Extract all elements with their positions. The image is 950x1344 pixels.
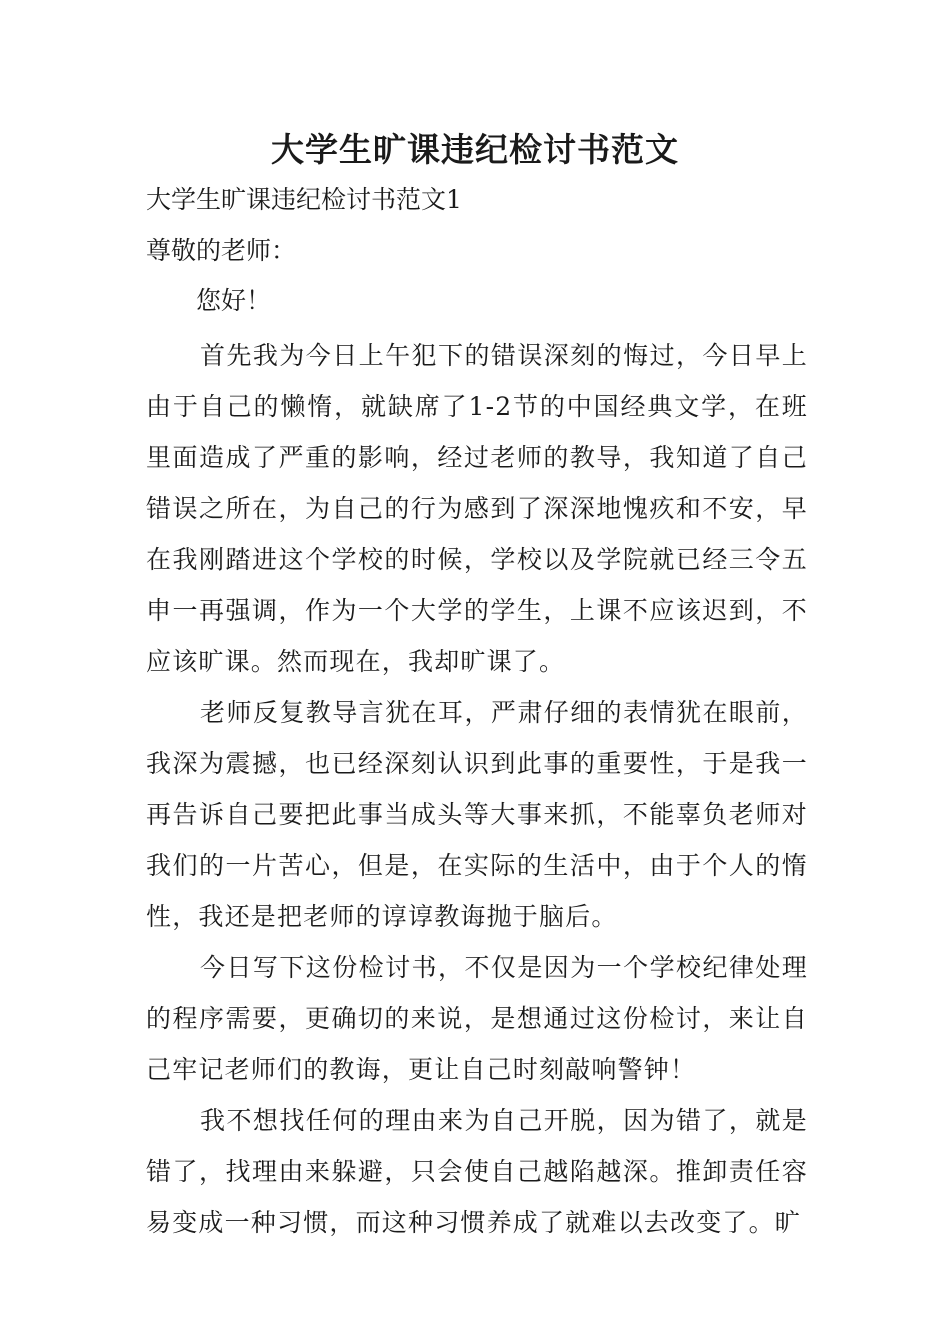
paragraph: 老师反复教导言犹在耳，严肃仔细的表情犹在眼前，我深为震撼，也已经深刻认识到此事的重要性，于是我一再告诉自己要把此事当成头等大事来抓，不能辜负老师对我们的一片苦心，但是，在实际的生活中，由于个人的惰性，我还是把老师的谆谆教诲抛于脑后。	[146, 698, 808, 931]
paragraph: 今日写下这份检讨书，不仅是因为一个学校纪律处理的程序需要，更确切的来说，是想通过这份检讨，来让自己牢记老师们的教诲，更让自己时刻敲响警钟！	[146, 953, 808, 1084]
greeting: 您好！	[196, 286, 272, 315]
paragraph: 首先我为今日上午犯下的错误深刻的悔过，今日早上由于自己的懒惰，就缺席了1-2节的中国经典文学，在班里面造成了严重的影响，经过老师的教导，我知道了自己错误之所在，为自己的行为感到了深深地愧疚和不安，早在我刚踏进这个学校的时候，学校以及学院就已经三令五申一再强调，作为一个大学的学生，上课不应该迟到，不应该旷课。然而现在，我却旷课了。	[146, 341, 808, 676]
document-title: 大学生旷课违纪检讨书范文	[271, 130, 679, 169]
paragraph: 我不想找任何的理由来为自己开脱，因为错了，就是错了，找理由来躲避，只会使自己越陷越深。推卸责任容易变成一种习惯，而这种习惯养成了就难以去改变了。旷	[146, 1106, 808, 1237]
document-subtitle: 大学生旷课违纪检讨书范文1	[146, 185, 462, 214]
document-body	[146, 330, 808, 1248]
salutation: 尊敬的老师：	[146, 236, 297, 265]
